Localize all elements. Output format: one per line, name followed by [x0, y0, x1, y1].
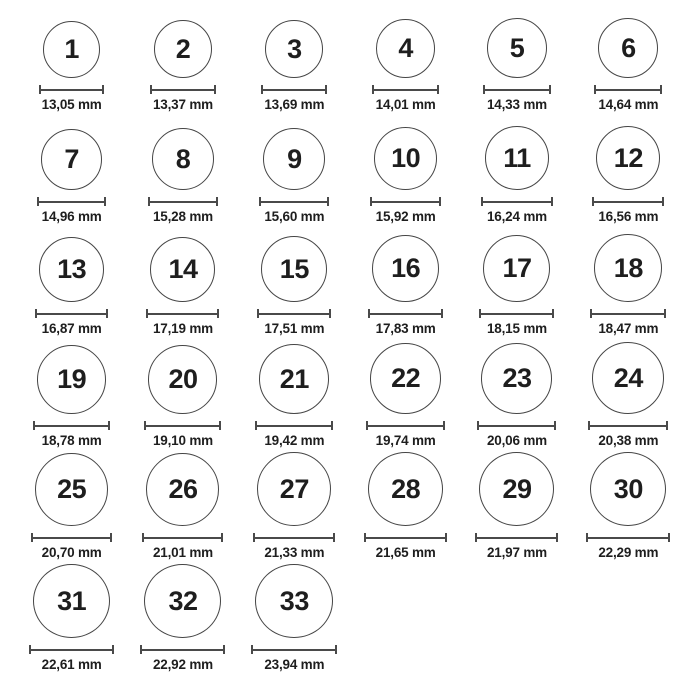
ring-circle: [479, 452, 554, 526]
dimension-line-bar: [253, 537, 335, 539]
dimension-line: [590, 309, 666, 318]
dimension-line: [140, 645, 225, 654]
ring-diameter-label: 22,61 mm: [41, 657, 102, 672]
ring-cell: [17, 564, 127, 676]
ring-number: 3: [287, 33, 302, 64]
ring-cell: [128, 564, 238, 676]
ring-circle: [41, 129, 102, 190]
ring-cell: [239, 564, 349, 676]
ring-circle: [33, 564, 110, 638]
ring-number: 26: [168, 474, 198, 504]
ring-cell: [351, 4, 461, 116]
ring-circle: [152, 128, 214, 190]
ring-diameter-label: 17,83 mm: [375, 321, 436, 336]
dimension-line: [259, 197, 329, 206]
dimension-line-bar: [592, 201, 664, 203]
dimension-line-bar: [39, 89, 104, 91]
ring-number: 20: [168, 364, 198, 394]
ring-cell: [128, 452, 238, 564]
ring-circle: [594, 234, 662, 302]
dimension-line-bar: [588, 425, 668, 427]
ring-circle: [255, 564, 333, 638]
dimension-line: [146, 309, 219, 318]
ring-number: 5: [509, 32, 525, 63]
ring-cell: [128, 4, 238, 116]
ring-circle: [590, 452, 666, 526]
dimension-line: [477, 421, 556, 430]
dimension-line-bar: [255, 425, 333, 427]
ring-circle: [39, 237, 104, 302]
ring-cell: [462, 116, 572, 228]
dimension-line-bar: [483, 89, 551, 91]
dimension-line: [594, 85, 662, 94]
ring-cell: [17, 340, 127, 452]
ring-diameter-label: 16,87 mm: [41, 321, 102, 336]
ring-diameter-label: 14,33 mm: [487, 97, 547, 112]
ring-number: 19: [57, 364, 87, 394]
ring-circle: [374, 127, 437, 190]
ring-number: 1: [64, 34, 79, 64]
dimension-line-bar: [261, 89, 327, 91]
ring-cell: [17, 116, 127, 228]
dimension-line: [364, 533, 447, 542]
ring-circle: [483, 235, 550, 302]
dimension-line-bar: [148, 201, 218, 203]
dimension-line: [255, 421, 333, 430]
ring-cell: [128, 228, 238, 340]
ring-number: 9: [287, 143, 302, 174]
ring-circle: [598, 18, 658, 78]
ring-number: 12: [613, 142, 643, 173]
dimension-line: [253, 533, 335, 542]
ring-number: 4: [398, 33, 413, 63]
dimension-line: [39, 85, 104, 94]
ring-diameter-label: 22,92 mm: [153, 657, 213, 672]
dimension-line: [35, 309, 108, 318]
ring-cell: [462, 228, 572, 340]
dimension-line-bar: [475, 537, 558, 539]
ring-diameter-label: 13,05 mm: [41, 97, 102, 112]
dimension-line: [261, 85, 327, 94]
ring-cell: [573, 4, 683, 116]
ring-number: 7: [64, 144, 79, 174]
ring-cell: [462, 4, 572, 116]
ring-circle: [487, 18, 547, 78]
ring-cell: [351, 452, 461, 564]
ring-diameter-label: 21,01 mm: [153, 545, 213, 560]
dimension-line-bar: [259, 201, 329, 203]
ring-number: 6: [621, 32, 636, 63]
ring-diameter-label: 18,78 mm: [41, 433, 102, 448]
ring-diameter-label: 15,28 mm: [153, 209, 213, 224]
ring-diameter-label: 15,60 mm: [264, 209, 325, 224]
ring-circle: [592, 342, 664, 414]
dimension-line: [37, 197, 106, 206]
dimension-line-bar: [35, 313, 108, 315]
dimension-line-bar: [37, 201, 106, 203]
ring-diameter-label: 20,70 mm: [41, 545, 102, 560]
dimension-line-bar: [586, 537, 670, 539]
ring-cell: [239, 340, 349, 452]
dimension-line-bar: [251, 649, 337, 651]
ring-circle: [259, 344, 329, 414]
ring-cell: [17, 4, 127, 116]
dimension-line: [29, 645, 114, 654]
ring-number: 15: [279, 253, 309, 284]
ring-diameter-label: 20,06 mm: [487, 433, 547, 448]
ring-circle: [263, 128, 325, 190]
ring-number: 13: [57, 254, 87, 284]
dimension-line-bar: [372, 89, 439, 91]
ring-number: 23: [502, 363, 532, 393]
ring-number: 21: [279, 363, 309, 394]
ring-circle: [257, 452, 331, 526]
ring-number: 31: [57, 585, 87, 616]
ring-cell: [17, 228, 127, 340]
ring-cell: [351, 228, 461, 340]
ring-diameter-label: 21,65 mm: [375, 545, 436, 560]
dimension-line-bar: [150, 89, 216, 91]
ring-cell: [128, 340, 238, 452]
dimension-line: [366, 421, 445, 430]
dimension-line: [588, 421, 668, 430]
dimension-line-bar: [479, 313, 554, 315]
ring-cell: [351, 116, 461, 228]
ring-number: 8: [175, 143, 191, 174]
ring-diameter-label: 18,15 mm: [487, 321, 547, 336]
dimension-line-bar: [364, 537, 447, 539]
ring-diameter-label: 17,19 mm: [153, 321, 213, 336]
ring-circle: [43, 21, 100, 78]
ring-number: 25: [57, 474, 87, 504]
ring-diameter-label: 18,47 mm: [598, 321, 659, 336]
dimension-line: [370, 197, 441, 206]
ring-diameter-label: 14,64 mm: [598, 97, 659, 112]
ring-number: 29: [502, 473, 532, 504]
ring-circle: [37, 345, 106, 414]
dimension-line-bar: [257, 313, 331, 315]
ring-cell: [573, 228, 683, 340]
ring-circle: [485, 126, 549, 190]
ring-circle: [368, 452, 443, 526]
ring-cell: [239, 228, 349, 340]
ring-number: 33: [279, 585, 309, 616]
dimension-line-bar: [29, 649, 114, 651]
ring-diameter-label: 21,33 mm: [264, 545, 325, 560]
dimension-line: [368, 309, 443, 318]
ring-diameter-label: 13,69 mm: [264, 97, 325, 112]
ring-diameter-label: 19,42 mm: [264, 433, 325, 448]
ring-diameter-label: 19,10 mm: [153, 433, 213, 448]
ring-circle: [265, 20, 323, 78]
ring-cell: [239, 452, 349, 564]
dimension-line: [479, 309, 554, 318]
ring-diameter-label: 16,56 mm: [598, 209, 659, 224]
ring-diameter-label: 23,94 mm: [264, 657, 325, 672]
dimension-line-bar: [481, 201, 553, 203]
ring-circle: [35, 453, 108, 526]
ring-circle: [146, 453, 219, 526]
ring-cell: [239, 116, 349, 228]
ring-number: 14: [168, 254, 198, 284]
ring-cell: [462, 340, 572, 452]
dimension-line: [142, 533, 223, 542]
ring-circle: [261, 236, 327, 302]
dimension-line: [475, 533, 558, 542]
ring-circle: [372, 235, 439, 302]
ring-number: 17: [502, 253, 532, 283]
dimension-line: [586, 533, 670, 542]
ring-number: 32: [168, 585, 198, 616]
dimension-line: [31, 533, 112, 542]
ring-diameter-label: 14,01 mm: [375, 97, 436, 112]
ring-number: 30: [613, 473, 643, 504]
ring-diameter-label: 13,37 mm: [153, 97, 213, 112]
dimension-line-bar: [370, 201, 441, 203]
dimension-line-bar: [146, 313, 219, 315]
ring-circle: [150, 237, 215, 302]
ring-diameter-label: 15,92 mm: [375, 209, 436, 224]
dimension-line-bar: [144, 425, 221, 427]
dimension-line: [592, 197, 664, 206]
ring-circle: [596, 126, 660, 190]
ring-cell: [351, 340, 461, 452]
ring-circle: [154, 20, 212, 78]
dimension-line-bar: [366, 425, 445, 427]
dimension-line: [144, 421, 221, 430]
dimension-line-bar: [140, 649, 225, 651]
dimension-line: [251, 645, 337, 654]
ring-number: 28: [391, 473, 421, 504]
dimension-line: [33, 421, 110, 430]
ring-diameter-label: 22,29 mm: [598, 545, 659, 560]
dimension-line-bar: [590, 313, 666, 315]
ring-number: 22: [391, 363, 421, 393]
ring-diameter-label: 14,96 mm: [41, 209, 102, 224]
dimension-line-bar: [477, 425, 556, 427]
ring-cell: [17, 452, 127, 564]
ring-cell: [462, 452, 572, 564]
ring-diameter-label: 21,97 mm: [487, 545, 547, 560]
ring-diameter-label: 20,38 mm: [598, 433, 659, 448]
dimension-line: [148, 197, 218, 206]
ring-cell: [128, 116, 238, 228]
dimension-line: [481, 197, 553, 206]
ring-circle: [376, 19, 435, 78]
dimension-line: [483, 85, 551, 94]
ring-number: 2: [175, 33, 191, 64]
ring-cell: [573, 116, 683, 228]
ring-cell: [573, 340, 683, 452]
ring-number: 27: [279, 473, 309, 504]
ring-number: 18: [613, 252, 643, 283]
ring-circle: [370, 343, 441, 414]
ring-number: 11: [503, 142, 531, 173]
dimension-line-bar: [31, 537, 112, 539]
ring-cell: [239, 4, 349, 116]
ring-number: 24: [613, 362, 643, 393]
ring-number: 16: [391, 253, 421, 283]
ring-diameter-label: 16,24 mm: [487, 209, 547, 224]
ring-circle: [481, 343, 552, 414]
dimension-line-bar: [368, 313, 443, 315]
ring-cell: [573, 452, 683, 564]
ring-circle: [148, 345, 217, 414]
dimension-line: [257, 309, 331, 318]
dimension-line: [150, 85, 216, 94]
dimension-line-bar: [33, 425, 110, 427]
ring-diameter-label: 17,51 mm: [264, 321, 325, 336]
ring-diameter-label: 19,74 mm: [375, 433, 436, 448]
ring-number: 10: [391, 143, 421, 173]
dimension-line-bar: [142, 537, 223, 539]
dimension-line-bar: [594, 89, 662, 91]
ring-circle: [144, 564, 221, 638]
dimension-line: [372, 85, 439, 94]
